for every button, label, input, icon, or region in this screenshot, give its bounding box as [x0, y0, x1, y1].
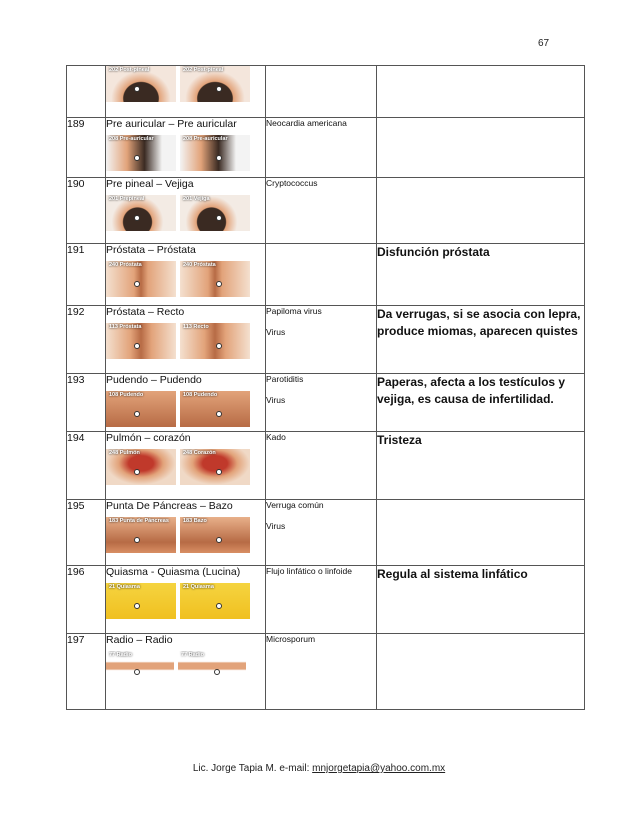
table-row: [67, 118, 585, 178]
footer-credit: Lic. Jorge Tapia M. e-mail:: [192, 763, 313, 774]
point-number: 193: [67, 374, 106, 432]
point-images: [106, 135, 265, 171]
point-marker: [134, 86, 140, 92]
anatomy-image: [180, 135, 250, 171]
point-marker: [216, 215, 222, 221]
pathogen-name: Papiloma virus: [266, 306, 322, 316]
effect-description: Tristeza: [377, 432, 585, 500]
pathogen-type: Virus: [266, 395, 286, 406]
table-row: [67, 244, 585, 306]
point-marker: [134, 469, 140, 475]
anatomy-image: [106, 651, 174, 681]
point-pair-name: Pre pineal – Vejiga: [106, 178, 194, 190]
pathogen-cell: [266, 432, 377, 500]
point-pair-cell: [106, 66, 266, 118]
point-number: 191: [67, 244, 106, 306]
anatomy-image: [106, 323, 176, 359]
anatomy-image-label: 201 Vejiga: [183, 196, 210, 202]
anatomy-image-label: 21 Quiasma: [183, 584, 214, 590]
point-marker: [216, 411, 222, 417]
anatomy-image-label: 108 Pudendo: [109, 392, 144, 398]
point-pair-name: Quiasma - Quiasma (Lucina): [106, 566, 241, 578]
point-pair-cell: [106, 634, 266, 710]
pathogen-name: Parotiditis: [266, 374, 304, 384]
point-marker: [216, 281, 222, 287]
anatomy-image: [106, 195, 176, 231]
point-marker: [134, 669, 140, 675]
point-pair-name: Pulmón – corazón: [106, 432, 191, 444]
anatomy-image: [178, 651, 246, 681]
anatomy-image-label: 113 Recto: [183, 324, 209, 330]
point-images: [106, 323, 265, 359]
pathogen-type: Virus: [266, 521, 286, 532]
anatomy-image-label: 208 Pre-auricular: [183, 136, 228, 142]
point-images: [106, 517, 265, 553]
anatomy-image-label: 202 Post-pineal: [183, 67, 224, 73]
effect-description: Paperas, afecta a los testículos y vejiga, es causa de infertilidad.: [377, 374, 585, 432]
pathogen-cell: [266, 244, 377, 306]
anatomy-image-label: 202 Post-pineal: [109, 67, 150, 73]
point-images: [106, 66, 265, 102]
point-marker: [134, 603, 140, 609]
point-pair-cell: [106, 118, 266, 178]
anatomy-image: [180, 195, 250, 231]
table-row: [67, 634, 585, 710]
page-number: 67: [538, 38, 550, 49]
anatomy-image: [106, 391, 176, 427]
point-marker: [216, 343, 222, 349]
point-marker: [134, 537, 140, 543]
anatomy-image: [180, 261, 250, 297]
point-pair-name: Próstata – Recto: [106, 306, 185, 318]
anatomy-image-label: 208 Pre-auricular: [109, 136, 154, 142]
pathogen-cell: [266, 566, 377, 634]
table-row: [67, 306, 585, 374]
anatomy-image-label: 240 Próstata: [109, 262, 142, 268]
pathogen-name: Cryptococcus: [266, 178, 318, 188]
pathogen-cell: [266, 500, 377, 566]
point-marker: [214, 669, 220, 675]
pathogen-name: Verruga común: [266, 500, 324, 510]
point-pair-cell: [106, 244, 266, 306]
table-row: [67, 500, 585, 566]
anatomy-image-label: 201 Prepineal: [109, 196, 145, 202]
effect-description: [377, 118, 585, 178]
table-row: [67, 432, 585, 500]
effect-description: Disfunción próstata: [377, 244, 585, 306]
point-pair-name: Radio – Radio: [106, 634, 173, 646]
anatomy-image-label: 248 Corazón: [183, 450, 216, 456]
point-marker: [134, 215, 140, 221]
effect-description: [377, 634, 585, 710]
point-number: 190: [67, 178, 106, 244]
anatomy-image: [180, 323, 250, 359]
point-pair-name: Punta De Páncreas – Bazo: [106, 500, 233, 512]
point-images: [106, 195, 265, 231]
point-marker: [216, 155, 222, 161]
point-marker: [134, 281, 140, 287]
anatomy-image-label: 240 Próstata: [183, 262, 216, 268]
point-number: 192: [67, 306, 106, 374]
point-pair-cell: [106, 306, 266, 374]
point-pair-name: Pudendo – Pudendo: [106, 374, 202, 386]
pathogen-name: Microsporum: [266, 634, 316, 644]
anatomy-image-label: 183 Punta de Páncreas: [109, 518, 169, 524]
pathogen-cell: [266, 66, 377, 118]
footer: [0, 763, 638, 774]
point-number: 189: [67, 118, 106, 178]
point-marker: [134, 343, 140, 349]
footer-email-link[interactable]: mnjorgetapia@yahoo.com.mx: [312, 763, 446, 774]
pathogen-cell: [266, 118, 377, 178]
anatomy-image: [106, 66, 176, 102]
point-number: 195: [67, 500, 106, 566]
point-pair-name: Pre auricular – Pre auricular: [106, 118, 237, 130]
table-row: [67, 66, 585, 118]
anatomy-image: [106, 517, 176, 553]
point-images: [106, 651, 265, 681]
point-pair-cell: [106, 374, 266, 432]
pathogen-cell: [266, 306, 377, 374]
anatomy-image: [180, 583, 250, 619]
point-images: [106, 391, 265, 427]
pathogen-name: Flujo linfático o linfoide: [266, 566, 352, 576]
anatomy-image: [106, 261, 176, 297]
point-pair-cell: [106, 432, 266, 500]
anatomy-image-label: 21 Quiasma: [109, 584, 140, 590]
point-marker: [134, 411, 140, 417]
effect-description: Regula al sistema linfático: [377, 566, 585, 634]
point-number: 197: [67, 634, 106, 710]
biomagnetism-table: [66, 65, 585, 710]
point-number: [67, 66, 106, 118]
anatomy-image: [180, 449, 250, 485]
anatomy-image-label: 108 Pudendo: [183, 392, 218, 398]
anatomy-image: [180, 66, 250, 102]
anatomy-image-label: 77 Radio: [109, 652, 132, 658]
point-number: 196: [67, 566, 106, 634]
point-pair-cell: [106, 178, 266, 244]
point-number: 194: [67, 432, 106, 500]
table-row: [67, 374, 585, 432]
effect-description: Da verrugas, si se asocia con lepra, produce miomas, aparecen quistes: [377, 306, 585, 374]
point-images: [106, 449, 265, 485]
anatomy-image: [106, 449, 176, 485]
anatomy-image: [180, 391, 250, 427]
anatomy-image-label: 113 Próstata: [109, 324, 142, 330]
effect-description: [377, 178, 585, 244]
pathogen-cell: [266, 178, 377, 244]
anatomy-image-label: 77 Radio: [181, 652, 204, 658]
effect-description: [377, 500, 585, 566]
pathogen-type: Virus: [266, 327, 286, 338]
point-images: [106, 583, 265, 619]
point-images: [106, 261, 265, 297]
point-pair-name: Próstata – Próstata: [106, 244, 196, 256]
pathogen-name: Neocardia americana: [266, 118, 347, 128]
point-pair-cell: [106, 500, 266, 566]
point-marker: [216, 603, 222, 609]
anatomy-image: [106, 135, 176, 171]
anatomy-image-label: 248 Pulmón: [109, 450, 140, 456]
table-row: [67, 566, 585, 634]
anatomy-image: [106, 583, 176, 619]
point-marker: [216, 86, 222, 92]
effect-description: [377, 66, 585, 118]
pathogen-name: Kado: [266, 432, 286, 442]
point-marker: [216, 537, 222, 543]
anatomy-image-label: 183 Bazo: [183, 518, 207, 524]
table-row: [67, 178, 585, 244]
pathogen-cell: [266, 634, 377, 710]
pathogen-cell: [266, 374, 377, 432]
point-marker: [216, 469, 222, 475]
point-pair-cell: [106, 566, 266, 634]
point-marker: [134, 155, 140, 161]
anatomy-image: [180, 517, 250, 553]
